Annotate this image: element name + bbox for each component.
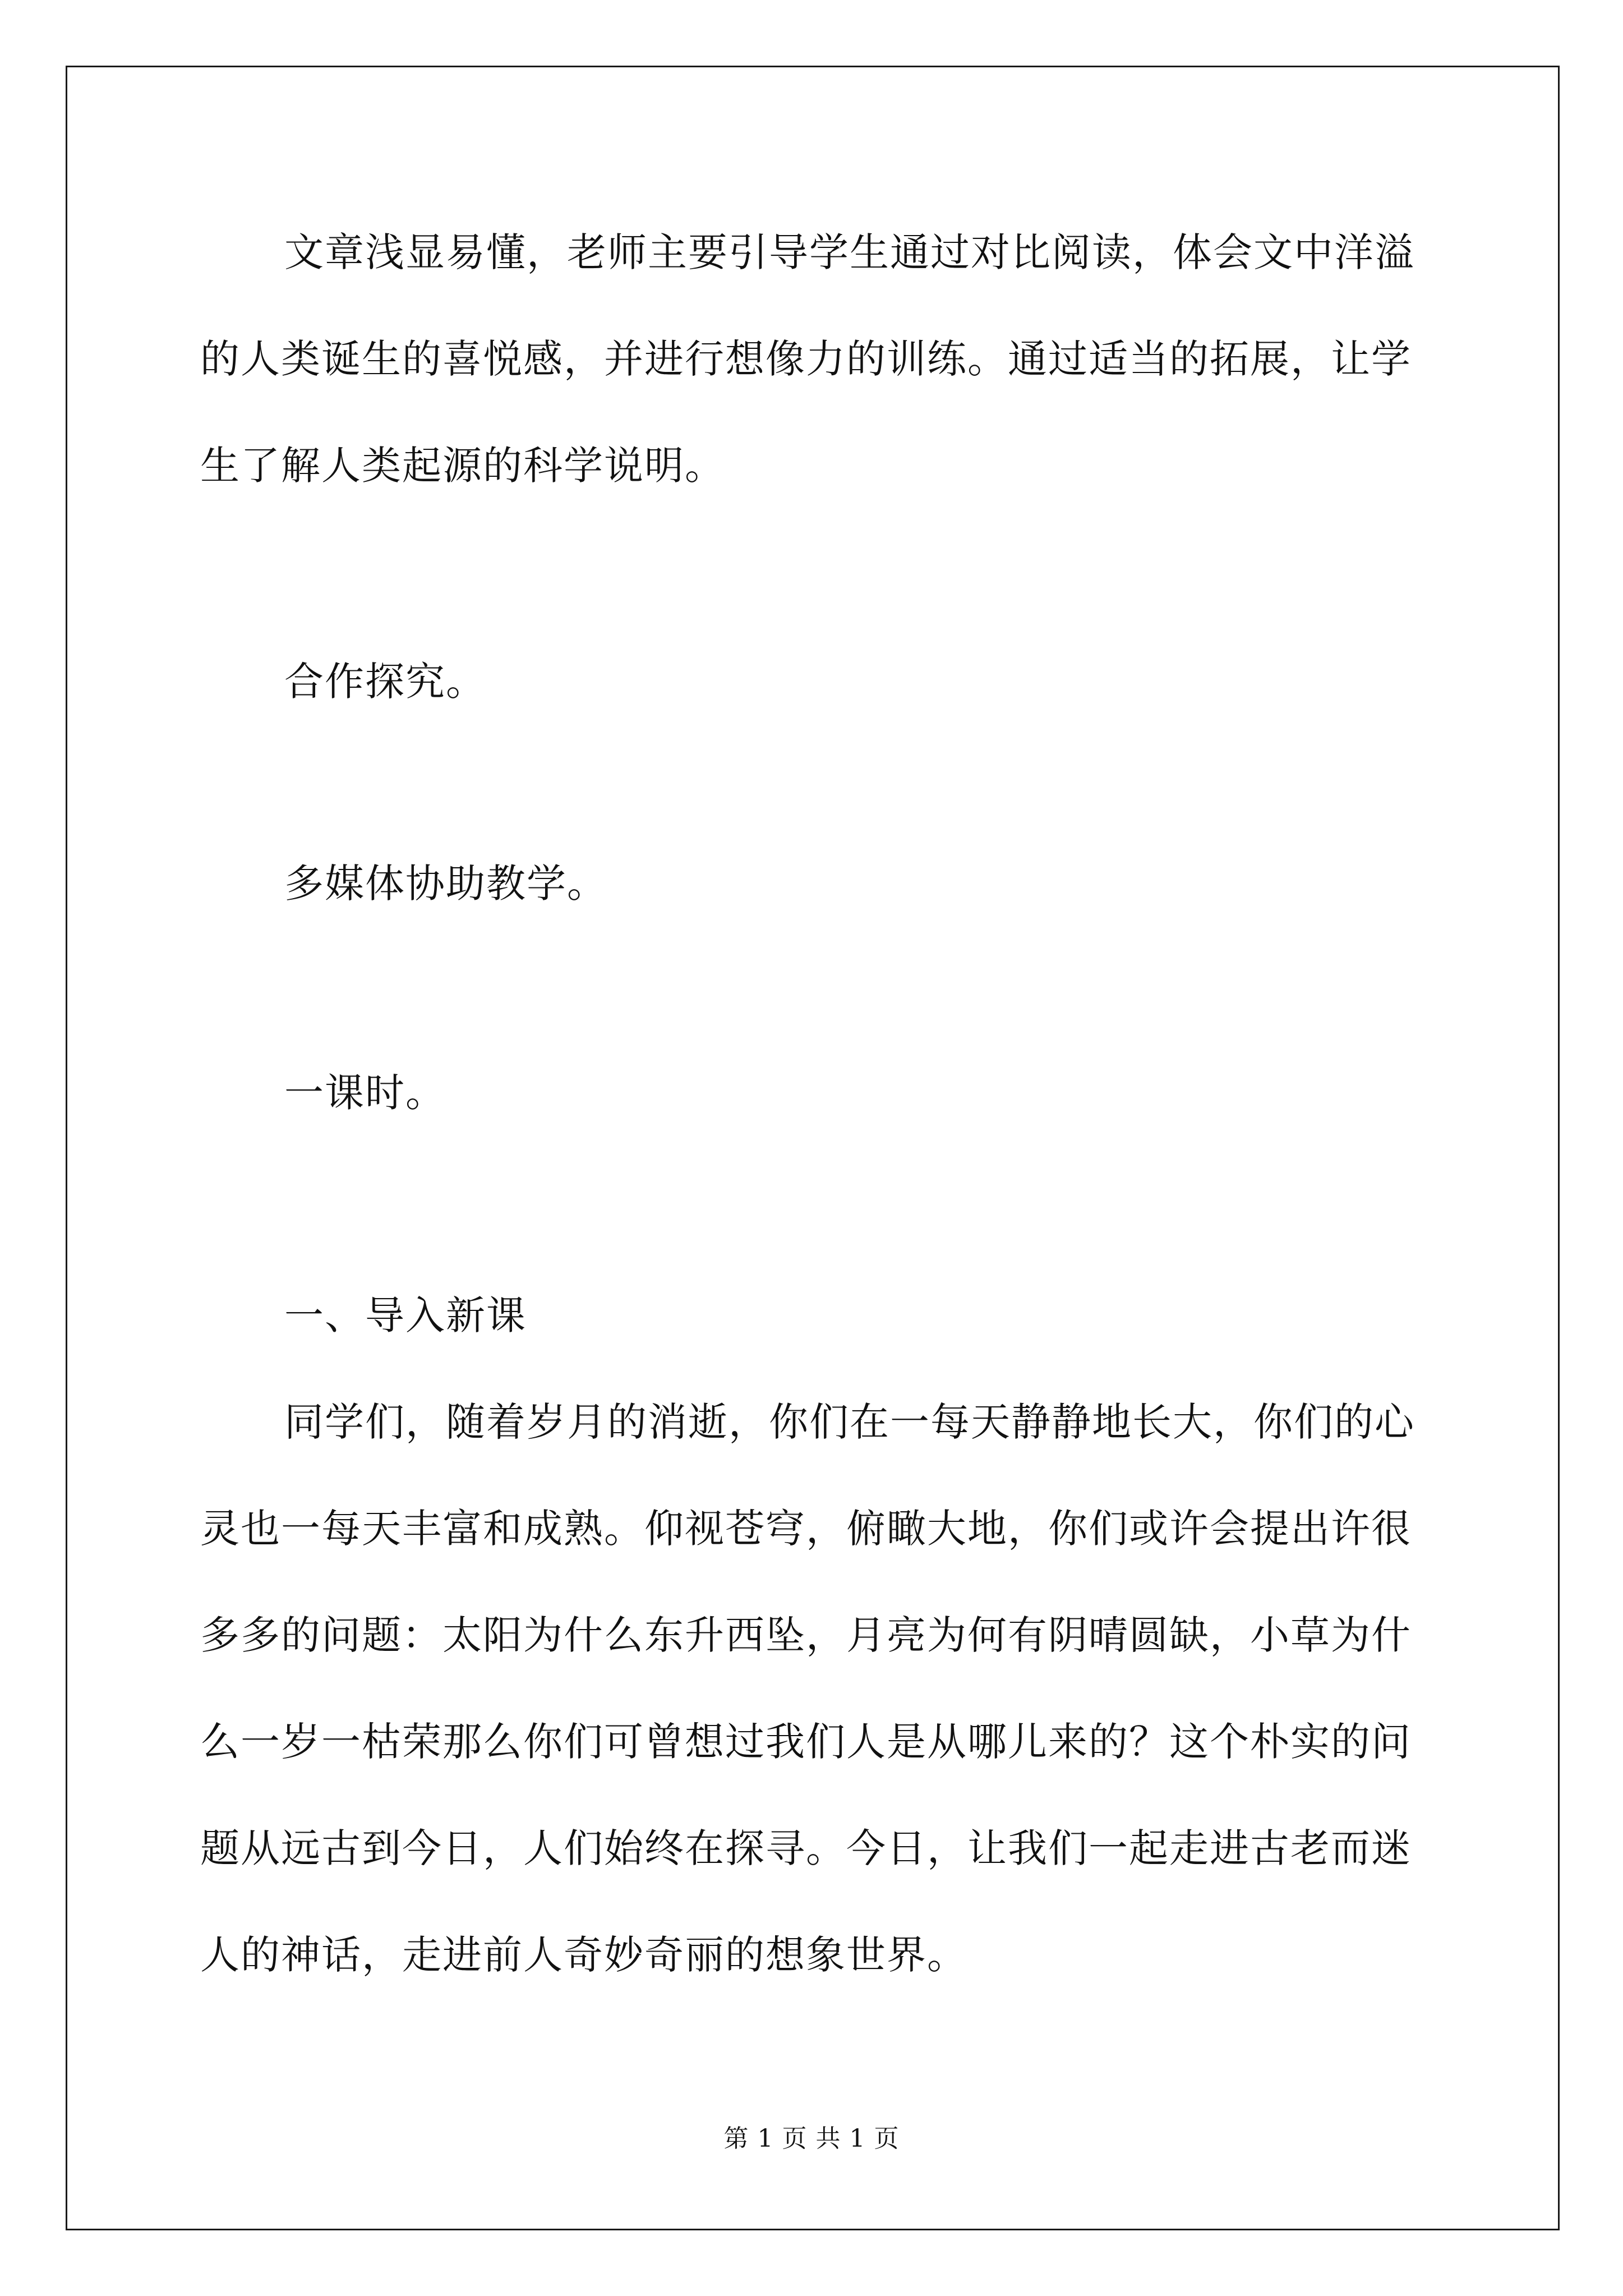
paragraph-line: 一课时。 [284,1070,446,1116]
paragraph-line: 多媒体协助教学。 [284,861,607,907]
paragraph-line: 么一岁一枯荣那么你们可曾想过我们人是从哪儿来的？这个朴实的问 [200,1719,1412,1765]
paragraph-line: 文章浅显易懂，老师主要引导学生通过对比阅读，体会文中洋溢 [284,229,1415,275]
paragraph-line: 的人类诞生的喜悦感，并进行想像力的训练。通过适当的拓展，让学 [200,336,1412,382]
paragraph-media [200,830,1434,937]
section-heading-text: 一、导入新课 [284,1292,527,1338]
page-footer: 第 1 页 共 1 页 [723,2124,900,2153]
paragraph-line: 题从远古到今日，人们始终在探寻。今日，让我们一起走进古老而迷 [200,1825,1412,1871]
paragraph-line: 人的神话，走进前人奇妙奇丽的想象世界。 [200,1932,967,1978]
section-heading [200,1262,1434,1369]
paragraph-line: 合作探究。 [284,659,486,705]
paragraph-line: 同学们，随着岁月的消逝，你们在一每天静静地长大，你们的心 [284,1399,1415,1445]
paragraph-duration [200,1039,1434,1146]
paragraph-lesson-intro [200,1369,1434,2008]
paragraph-line: 生了解人类起源的科学说明。 [200,443,725,489]
paragraph-method [200,628,1434,735]
paragraph-line: 多多的问题：太阳为什么东升西坠，月亮为何有阴晴圆缺，小草为什 [200,1612,1412,1658]
paragraph-intro [200,199,1434,519]
paragraph-line: 灵也一每天丰富和成熟。仰视苍穹，俯瞰大地，你们或许会提出许很 [200,1506,1412,1552]
